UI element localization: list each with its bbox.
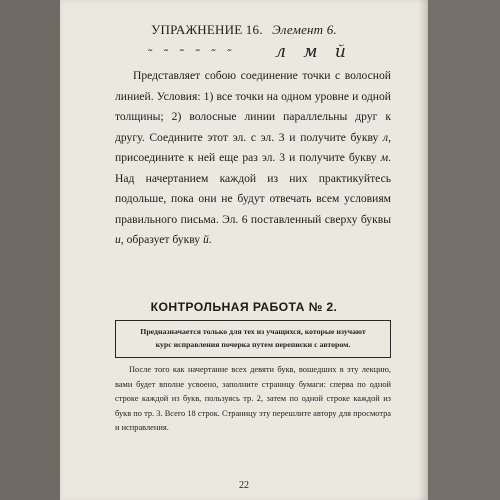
paragraph-part-3: . Над начертанием каждой из них практикуйтесь подольше, пока они не будут отвечать всем условиям правильного письма. Эл. 6 поставленный сверху буквы	[115, 151, 391, 226]
notice-line-2: курс исправления почерка путем переписки с автором.	[155, 340, 351, 349]
exercise-heading	[60, 22, 428, 38]
page-number: 22	[239, 480, 249, 491]
paragraph-part-1: Представляет собою соединение точки с волосной линией. Условия: 1) все точки на одном уровне и одной толщины; 2) волосные линии параллельны друг к другу. Соедините этот эл. с эл. 3 и получите букву	[115, 69, 391, 144]
paragraph-part-5: .	[208, 233, 212, 246]
page-spine-shadow	[418, 0, 428, 500]
paragraph-part-4: , образует букву	[120, 233, 201, 246]
book-page	[60, 0, 428, 500]
element-label: Элемент 6.	[272, 22, 337, 37]
sample-letters: л м й	[275, 42, 352, 62]
letter-m: м	[380, 151, 389, 164]
exercise-title: УПРАЖНЕНИЕ 16.	[151, 22, 263, 37]
notice-box	[115, 320, 391, 358]
background-edge	[428, 0, 500, 500]
letter-l: л	[383, 130, 389, 144]
control-work-title: КОНТРОЛЬНАЯ РАБОТА № 2.	[150, 300, 338, 314]
letter-i: и	[115, 233, 121, 246]
letter-y: й	[203, 233, 209, 246]
paragraph-part-2: , присоедините к ней еще раз эл. 3 и получите букву	[115, 130, 391, 164]
exercise-paragraph	[115, 66, 391, 251]
handwriting-sample	[146, 42, 352, 64]
sample-dots: ˜ ˜ ˜ ˜ ˜ ˜	[146, 48, 235, 62]
notice-line-1: Предназначается только для тех из учащихся, которые изучают	[140, 327, 366, 336]
control-work-text: После того как начертание всех девяти букв, вошедших в эту лекцию, вами будет вполне усвоено, заполните страницу бумаги: сперва по одной строке каждой из букв, пользуясь тр. 2, затем по одной строке каждой из букв по тр. 3. Всего 18 строк. Страницу эту перешлите автору для просмотра и исправления.	[115, 365, 391, 432]
